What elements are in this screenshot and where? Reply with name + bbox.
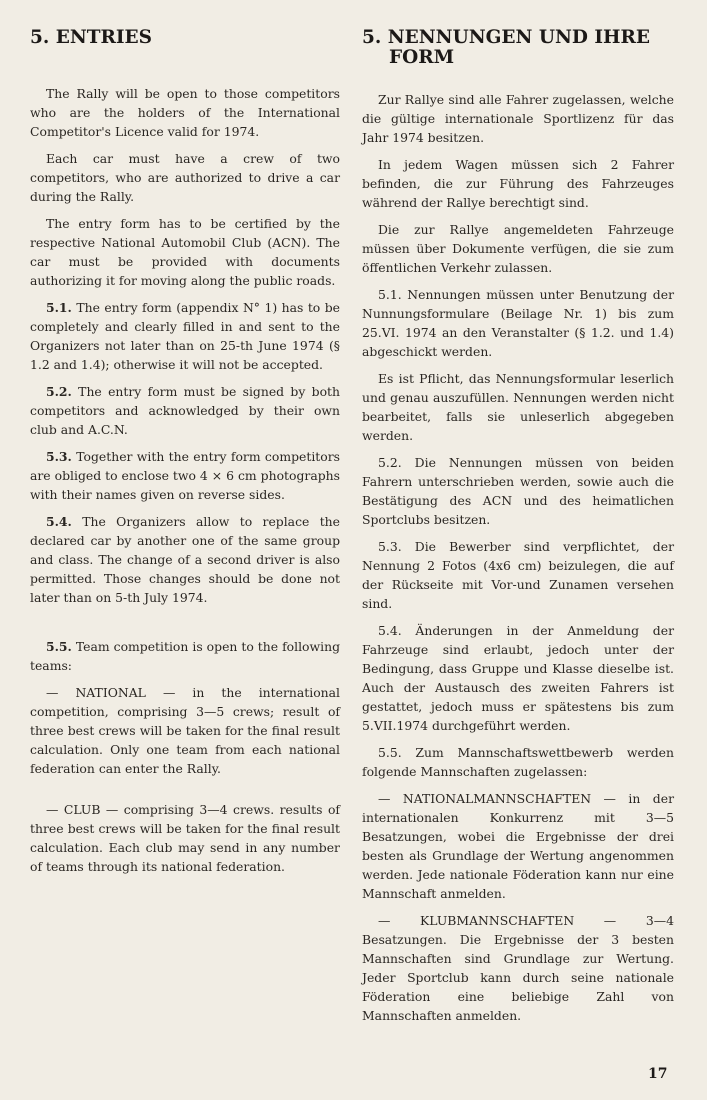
clause-text: Together with the entry form competitors are obliged to enclose two 4 × 6 cm photographs with their names given on reverse sides. xyxy=(30,449,340,502)
clause-text: Team competition is open to the following teams: xyxy=(30,639,340,673)
clause-text: The entry form must be signed by both competitors and acknowledged by their own club and A.C.N. xyxy=(30,384,340,437)
clause-text: Nennungen müssen unter Benutzung der Nunnungsformulare (Beilage Nr. 1) bis zum 25.VI. 1974 an den Veranstalter (§ 1.2. und 1.4) abgeschickt werden. xyxy=(362,287,674,359)
clause-text: The Organizers allow to replace the declared car by another one of the same group and class. The change of a second driver is also permitted. Those changes should be done not later than on 5-th July 1974. xyxy=(30,514,340,605)
paragraph: Zur Rallye sind alle Fahrer zugelassen, welche die gültige internationale Sportlizenz für das Jahr 1974 besitzen. xyxy=(362,92,674,145)
clause-number: 5.4. xyxy=(46,514,72,529)
paragraph: The entry form has to be certified by the respective National Automobil Club (ACN). The car must be provided with documents authorizing it for moving along the public roads. xyxy=(30,216,340,288)
clause-5-3 xyxy=(30,447,340,504)
english-body xyxy=(30,84,340,876)
team-national: — NATIONALMANNSCHAFTEN — in der internationalen Konkurrenz mit 3—5 Besatzungen, wobei die Ergebnisse der drei besten als Grundlage der Wertung angenommen werden. Jede nationale Föderation kann nur eine Mannschaft anmelden. xyxy=(362,791,674,901)
clause-5-4 xyxy=(30,512,340,607)
clause-number: 5.2. xyxy=(46,384,72,399)
clause-number: 5.5. xyxy=(378,745,402,760)
clause-text: Zum Mannschaftswettbewerb werden folgende Mannschaften zugelassen: xyxy=(362,745,674,779)
clause-number: 5.1. xyxy=(378,287,402,302)
clause-number: 5.3. xyxy=(46,449,72,464)
team-national: — NATIONAL — in the international competition, comprising 3—5 crews; result of three best crews will be taken for the final result calculation. Only one team from each national federation can enter the Rally. xyxy=(30,685,340,776)
clause-5-3 xyxy=(362,537,674,613)
clause-text: The entry form (appendix N° 1) has to be completely and clearly filled in and sent to the Organizers not later than on 25-th June 1974 (§ 1.2 and 1.4); otherwise it will not be accepted. xyxy=(30,300,340,372)
german-column xyxy=(362,28,674,1033)
heading-line-1: 5. NENNUNGEN UND IHRE xyxy=(362,27,651,48)
team-club: — KLUBMANNSCHAFTEN — 3—4 Besatzungen. Die Ergebnisse der 3 besten Mannschaften sind Grundlage zur Wertung. Jeder Sportclub kann durch seine nationale Föderation eine beliebige Zahl von Mannschaften anmelden. xyxy=(362,913,674,1023)
paragraph: The Rally will be open to those competitors who are the holders of the International Competitor's Licence valid for 1974. xyxy=(30,86,340,139)
clause-5-5 xyxy=(362,743,674,781)
clause-number: 5.5. xyxy=(46,639,72,654)
clause-5-1 xyxy=(30,298,340,374)
clause-text: Die Bewerber sind verpflichtet, der Nennung 2 Fotos (4x6 cm) beizulegen, die auf der Rückseite mit Vor-und Zunamen versehen sind. xyxy=(362,539,674,611)
section-heading-nennungen xyxy=(362,28,674,68)
heading-line-2: FORM xyxy=(389,47,455,68)
german-body xyxy=(362,90,674,1025)
english-column xyxy=(30,28,340,884)
clause-number: 5.2. xyxy=(378,455,402,470)
clause-number: 5.1. xyxy=(46,300,72,315)
section-heading-entries: 5. ENTRIES xyxy=(30,27,153,48)
paragraph: Each car must have a crew of two competitors, who are authorized to drive a car during the Rally. xyxy=(30,151,340,204)
clause-number: 5.4. xyxy=(378,623,402,638)
clause-5-1 xyxy=(362,285,674,361)
clause-text: Änderungen in der Anmeldung der Fahrzeuge sind erlaubt, jedoch unter der Bedingung, dass Gruppe und Klasse dieselbe ist. Auch der Austausch des zweiten Fahrers ist gestattet, jedoch muss er spätestens bis zum 5.VII.1974 durchgeführt werden. xyxy=(362,623,674,733)
clause-5-5 xyxy=(30,637,340,675)
paragraph: Die zur Rallye angemeldeten Fahrzeuge müssen über Dokumente verfügen, die sie zum öffentlichen Verkehr zulassen. xyxy=(362,222,674,275)
team-club: — CLUB — comprising 3—4 crews. results of three best crews will be taken for the final result calculation. Each club may send in any number of teams through its national federation. xyxy=(30,802,340,874)
clause-text: Die Nennungen müssen von beiden Fahrern unterschrieben werden, sowie auch die Bestätigung des ACN und des heimatlichen Sportclubs besitzen. xyxy=(362,455,674,527)
paragraph: In jedem Wagen müssen sich 2 Fahrer befinden, die zur Führung des Fahrzeuges während der Rallye berechtigt sind. xyxy=(362,157,674,210)
clause-5-4 xyxy=(362,621,674,735)
clause-number: 5.3. xyxy=(378,539,402,554)
clause-5-1-continued: Es ist Pflicht, das Nennungsformular leserlich und genau auszufüllen. Nennungen werden nicht bearbeitet, falls sie unleserlich abgegeben werden. xyxy=(362,371,674,443)
clause-5-2 xyxy=(30,382,340,439)
page-number: 17 xyxy=(648,1066,668,1082)
clause-5-2 xyxy=(362,453,674,529)
